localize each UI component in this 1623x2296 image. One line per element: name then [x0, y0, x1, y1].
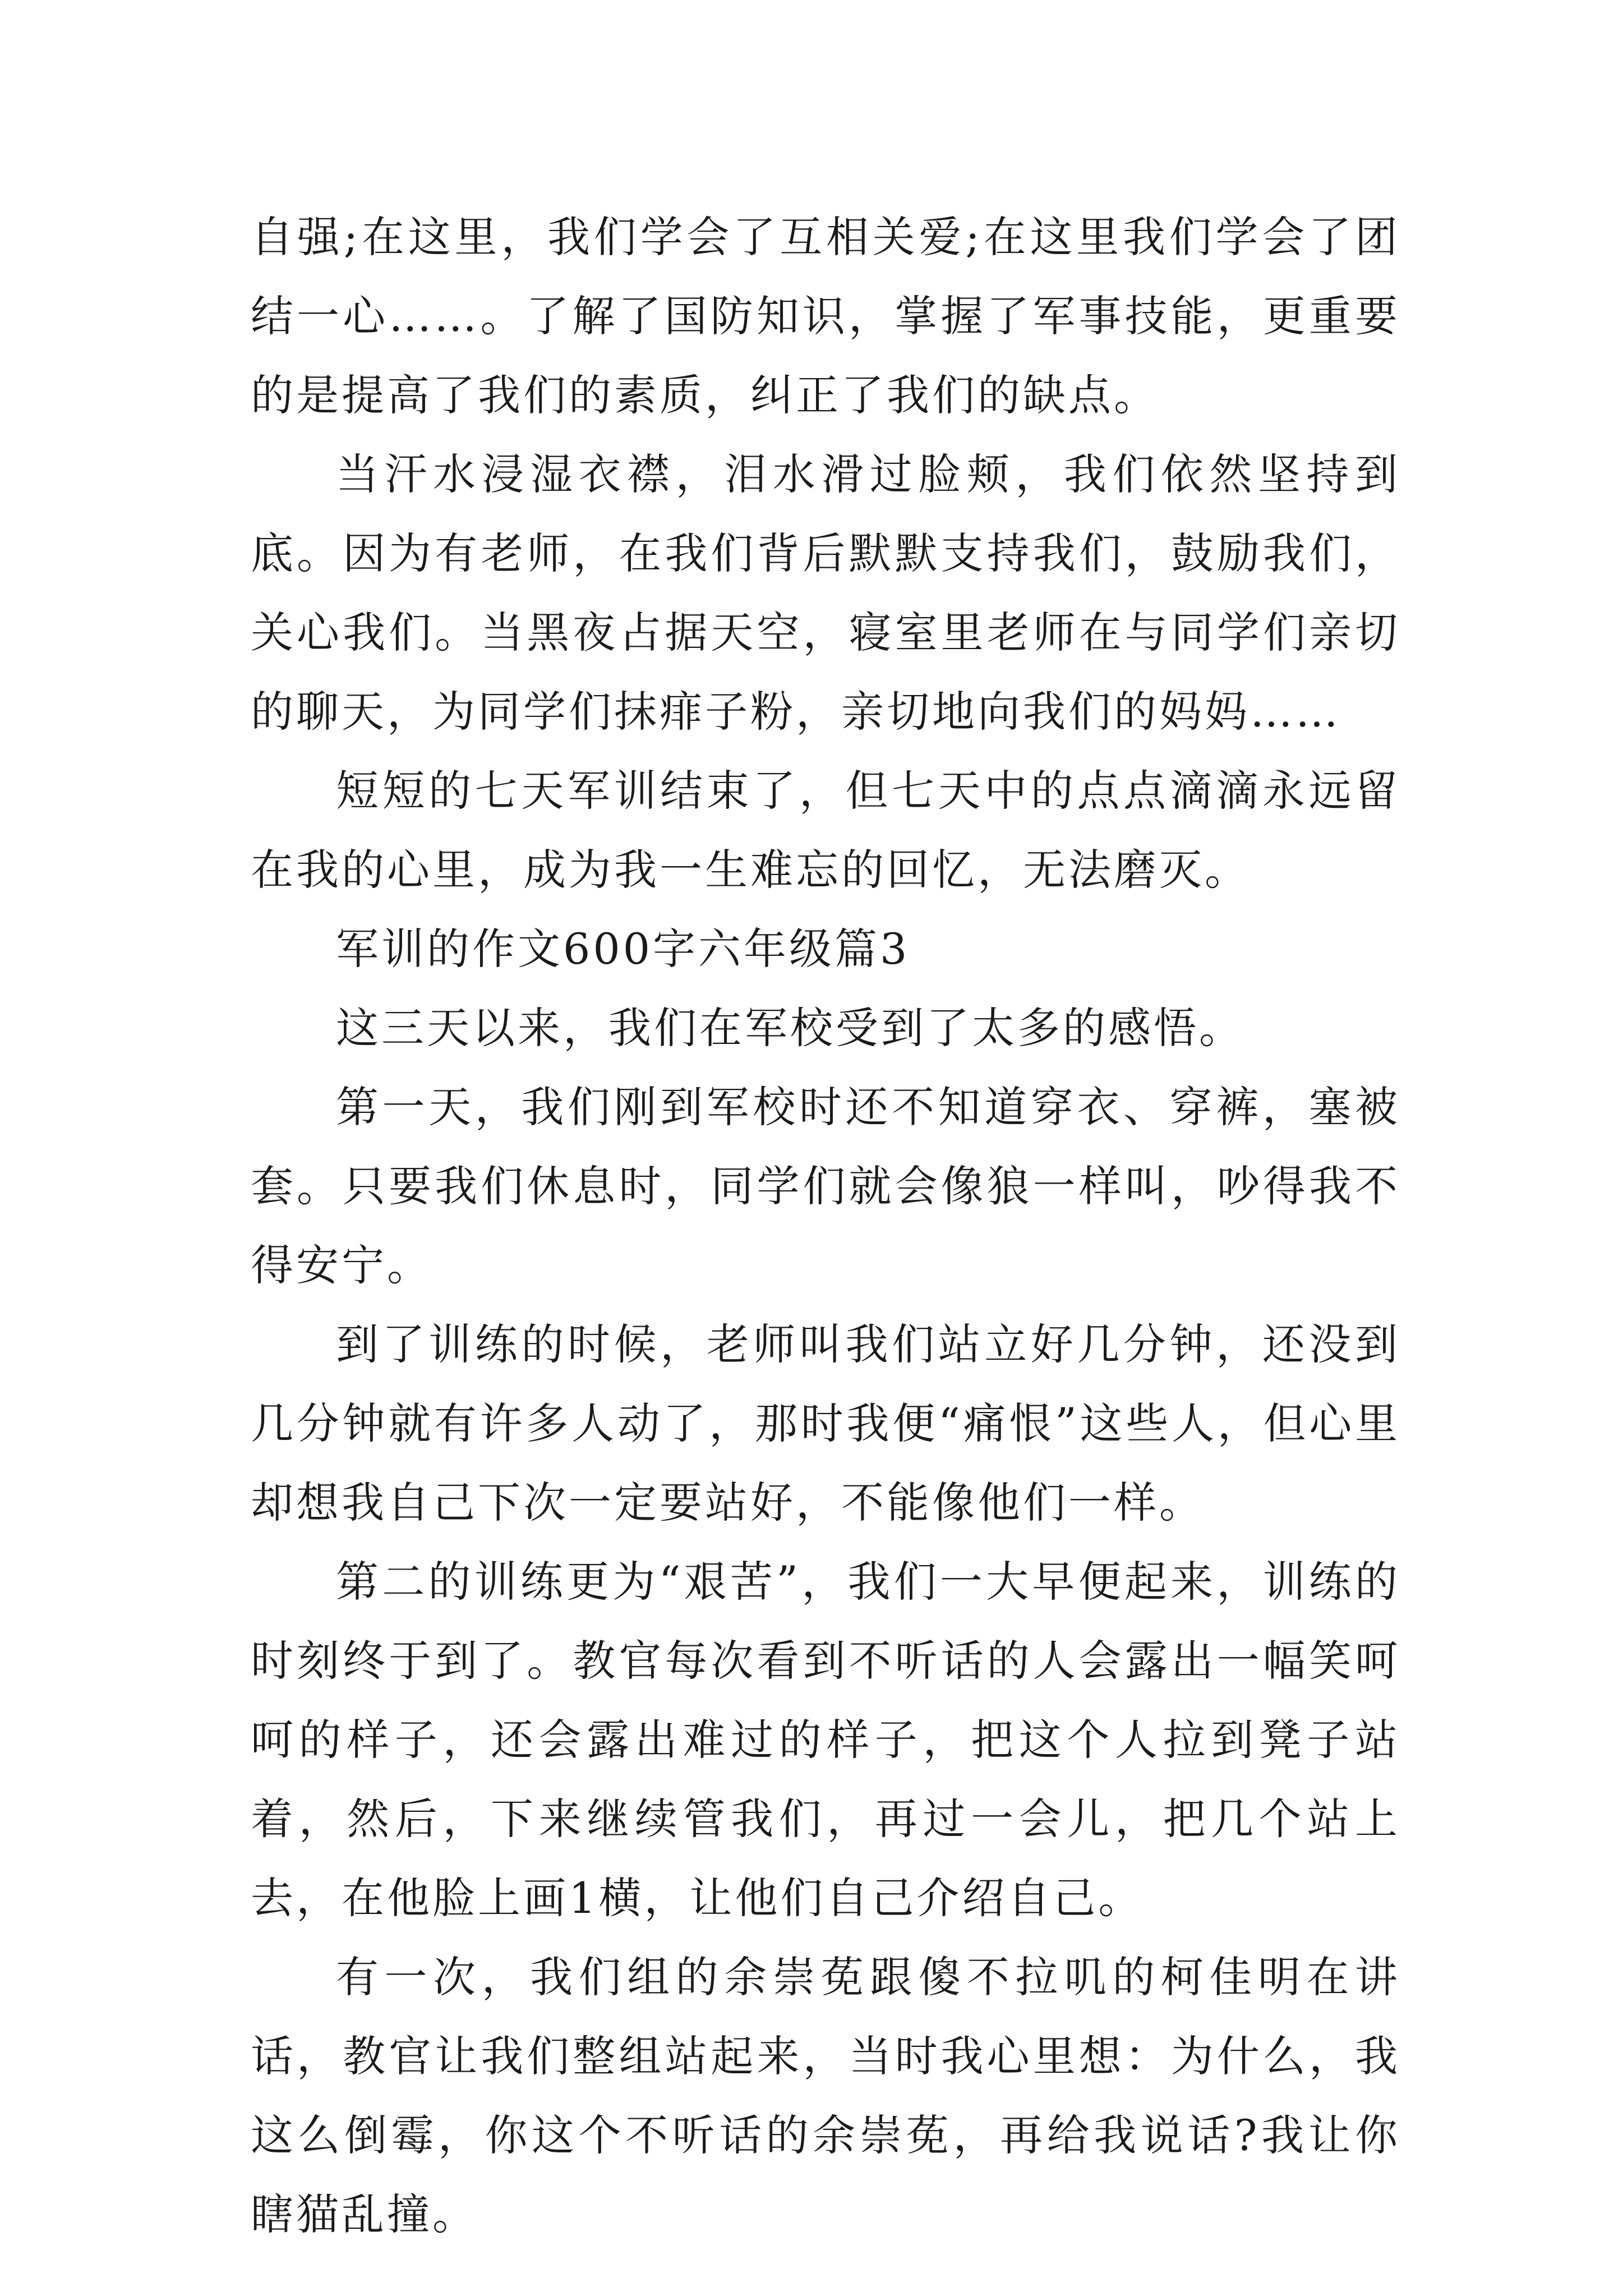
paragraph: 到了训练的时候，老师叫我们站立好几分钟，还没到几分钟就有许多人动了，那时我便“痛恨”这些人，但心里却想我自己下次一定要站好，不能像他们一样。	[251, 1319, 1400, 1527]
paragraph: 这三天以来，我们在军校受到了太多的感悟。	[336, 1003, 1244, 1053]
section-heading: 军训的作文600字六年级篇3	[336, 924, 910, 974]
paragraph: 当汗水浸湿衣襟，泪水滑过脸颊，我们依然坚持到底。因为有老师，在我们背后默默支持我们，鼓励我们，关心我们。当黑夜占据天空，寝室里老师在与同学们亲切的聊天，为同学们抹痱子粉，亲切地向我们的妈妈……	[251, 449, 1400, 737]
paragraph-continuation: 自强;在这里，我们学会了互相关爱;在这里我们学会了团结一心……。了解了国防知识，掌握了军事技能，更重要的是提高了我们的素质，纠正了我们的缺点。	[251, 212, 1400, 420]
paragraph: 有一次，我们组的余崇莬跟傻不拉叽的柯佳明在讲话，教官让我们整组站起来，当时我心里想：为什么，我这么倒霉，你这个不听话的余崇莬，再给我说话?我让你瞎猫乱撞。	[251, 1952, 1400, 2239]
paragraph: 第二的训练更为“艰苦”，我们一大早便起来，训练的时刻终于到了。教官每次看到不听话的人会露出一幅笑呵呵的样子，还会露出难过的样子，把这个人拉到凳子站着，然后，下来继续管我们，再过一会儿，把几个站上去，在他脸上画1横，让他们自己介绍自己。	[251, 1557, 1400, 1923]
document-body	[251, 197, 1400, 2254]
paragraph: 短短的七天军训结束了，但七天中的点点滴滴永远留在我的心里，成为我一生难忘的回忆，无法磨灭。	[251, 766, 1400, 895]
paragraph: 第一天，我们刚到军校时还不知道穿衣、穿裤，塞被套。只要我们休息时，同学们就会像狼一样叫，吵得我不得安宁。	[251, 1082, 1400, 1290]
